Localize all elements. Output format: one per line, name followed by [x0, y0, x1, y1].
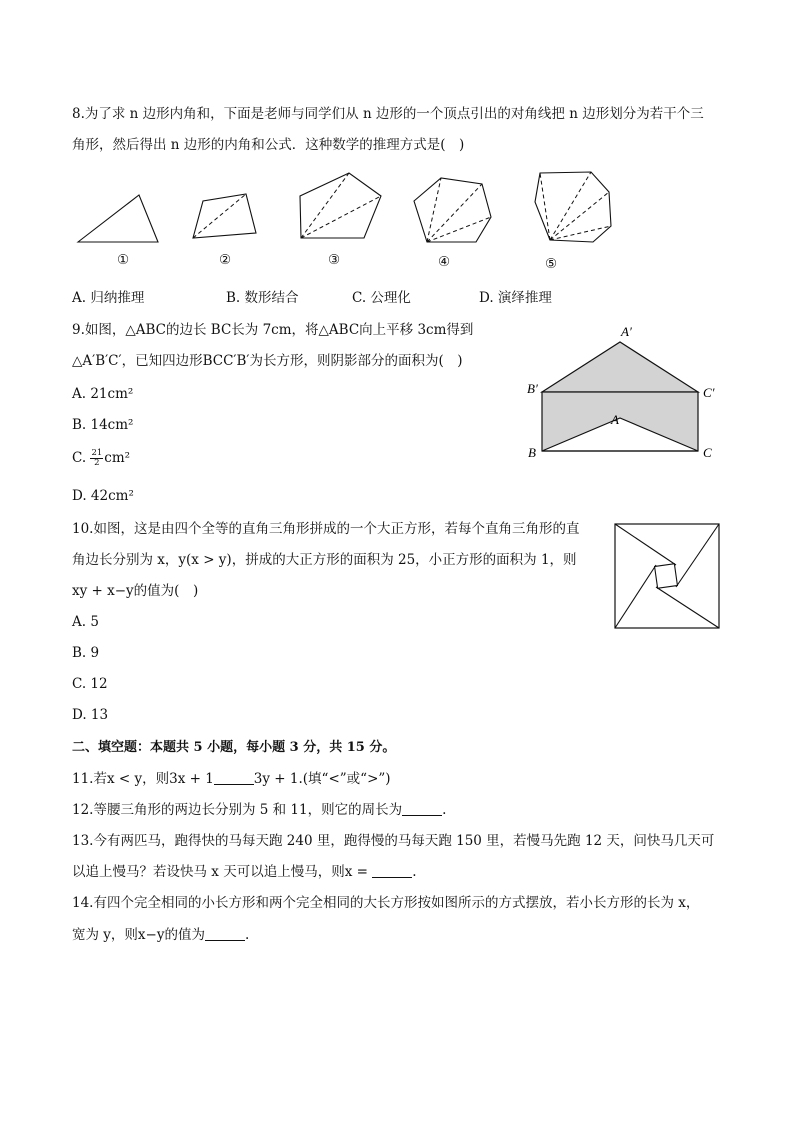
q9-stem-line1: 9.如图，△ABC的边长 BC长为 7cm，将△ABC向上平移 3cm得到 [72, 322, 474, 338]
q9-option-b[interactable]: B. 14cm² [72, 417, 134, 433]
polygon-heptagon [535, 172, 611, 242]
q8-stem-line1: 8.为了求 n 边形内角和，下面是老师与同学们从 n 边形的一个顶点引出的对角线把 n 边形划分为若干个三 [72, 106, 704, 122]
q10-stem-line1: 10.如图，这是由四个全等的直角三角形拼成的一个大正方形，若每个直角三角形的直 [72, 521, 580, 537]
q13-stem-line1: 13.今有两匹马，跑得快的马每天跑 240 里，跑得慢的马每天跑 150 里，若慢马先跑 12 天，问快马几天可 [72, 833, 715, 849]
polygon-pentagon [300, 173, 381, 238]
label-c: C [703, 445, 712, 460]
q8-option-d[interactable]: D. 演绎推理 [479, 290, 552, 306]
q9-option-a[interactable]: A. 21cm² [72, 386, 134, 402]
section-2-heading: 二、填空题：本题共 5 小题，每小题 3 分，共 15 分。 [72, 740, 396, 755]
figure-label-1: ① [117, 252, 130, 268]
q12-stem [72, 800, 446, 820]
q13-answer-blank[interactable] [372, 863, 412, 878]
q13-text-pre: 以追上慢马？若设快马 x 天可以追上慢马，则x = [72, 864, 368, 880]
q12-text-post: . [442, 802, 447, 818]
fraction [90, 449, 103, 468]
q11-stem [72, 769, 391, 789]
figure-label-5: ⑤ [545, 256, 558, 272]
q13-text-post: . [412, 864, 417, 880]
q10-stem-line3: xy + x−y的值为( ) [72, 583, 199, 599]
q10-stem-line2: 角边长分别为 x，y(x > y)，拼成的大正方形的面积为 25，小正方形的面积为 1，则 [72, 552, 577, 568]
polygon-hexagon [414, 178, 491, 242]
q11-answer-blank[interactable] [214, 770, 254, 785]
q10-option-d[interactable]: D. 13 [72, 707, 109, 723]
label-c-prime: C′ [703, 385, 715, 400]
q14-stem-line2 [72, 925, 249, 945]
q10-option-a[interactable]: A. 5 [72, 614, 99, 630]
label-b-prime: B′ [527, 381, 538, 396]
q9-option-c-prefix: C. [72, 450, 87, 466]
polygon-triangle [78, 195, 158, 242]
label-a-prime: A′ [621, 324, 632, 339]
q8-option-b[interactable]: B. 数形结合 [226, 290, 299, 306]
label-a: A [611, 412, 619, 427]
q12-answer-blank[interactable] [402, 801, 442, 816]
q14-text-pre: 宽为 y，则x−y的值为 [72, 927, 205, 943]
q12-text-pre: 12.等腰三角形的两边长分别为 5 和 11，则它的周长为 [72, 802, 403, 818]
q9-option-d[interactable]: D. 42cm² [72, 488, 134, 504]
figure-label-3: ③ [328, 252, 341, 268]
q10-option-b[interactable]: B. 9 [72, 645, 100, 661]
q14-stem-line1: 14.有四个完全相同的小长方形和两个完全相同的大长方形按如图所示的方式摆放，若小长方形的长为 x， [72, 895, 700, 911]
figure-label-2: ② [219, 252, 232, 268]
polygon-quadrilateral [193, 194, 256, 238]
q10-pinwheel-square-figure [614, 523, 720, 629]
q11-text-post: 3y + 1.(填“<”或“>”) [253, 771, 391, 787]
q8-stem-line2: 角形，然后得出 n 边形的内角和公式．这种数学的推理方式是( ) [72, 137, 465, 153]
q14-text-post: . [244, 927, 250, 943]
q13-stem-line2 [72, 862, 417, 882]
q9-translation-figure [520, 318, 730, 468]
q14-answer-blank[interactable] [205, 926, 245, 941]
fraction-denominator: 2 [94, 458, 100, 468]
q9-option-c-unit: cm² [104, 450, 131, 466]
q11-text-pre: 11.若x < y，则3x + 1 [72, 771, 214, 787]
q8-option-c[interactable]: C. 公理化 [352, 290, 411, 306]
q9-stem-line2: △A′B′C′，已知四边形BCC′B′为长方形，则阴影部分的面积为( ) [72, 353, 463, 369]
q8-option-a[interactable]: A. 归纳推理 [72, 290, 145, 306]
label-b: B [528, 445, 536, 460]
q10-option-c[interactable]: C. 12 [72, 676, 108, 692]
q9-option-c[interactable] [72, 448, 130, 468]
figure-label-4: ④ [438, 254, 451, 270]
fraction-numerator: 21 [91, 448, 103, 458]
